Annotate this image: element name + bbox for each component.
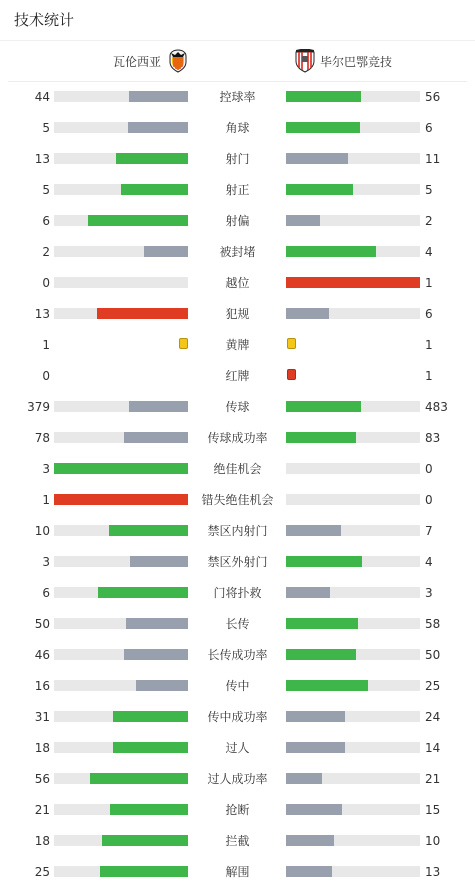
home-stat-bar-track bbox=[54, 618, 188, 629]
away-stat-value: 13 bbox=[425, 865, 441, 879]
away-stat-value: 0 bbox=[425, 462, 433, 476]
home-stat-bar bbox=[113, 711, 188, 722]
away-stat-bar-track bbox=[286, 711, 420, 722]
stat-row bbox=[0, 701, 475, 732]
away-stat-value: 58 bbox=[425, 617, 441, 631]
away-stat-bar-track bbox=[286, 463, 420, 474]
home-stat-value: 379 bbox=[27, 400, 50, 414]
away-stat-bar-track bbox=[286, 277, 420, 288]
home-stat-bar bbox=[109, 525, 188, 536]
away-stat-bar-track bbox=[286, 494, 420, 505]
stat-label: 抢断 bbox=[225, 803, 250, 817]
home-stat-bar-track bbox=[54, 432, 188, 443]
page-title: 技术统计 bbox=[0, 0, 475, 41]
away-stat-bar bbox=[286, 835, 334, 846]
away-stat-bar bbox=[286, 649, 356, 660]
away-stat-value: 15 bbox=[425, 803, 441, 817]
away-stat-bar-track bbox=[286, 556, 420, 567]
away-stat-bar-track bbox=[286, 835, 420, 846]
away-stat-value: 5 bbox=[425, 183, 433, 197]
home-stat-bar-track bbox=[54, 246, 188, 257]
home-stat-bar-track bbox=[54, 866, 188, 877]
home-stat-bar-track bbox=[54, 153, 188, 164]
stat-label: 传中成功率 bbox=[207, 710, 268, 724]
home-stat-bar-track bbox=[54, 711, 188, 722]
home-stat-value: 31 bbox=[34, 710, 50, 724]
home-stat-bar bbox=[110, 804, 188, 815]
home-stat-bar-track bbox=[54, 525, 188, 536]
home-stat-bar bbox=[126, 618, 188, 629]
home-stat-bar bbox=[124, 649, 188, 660]
stat-label: 禁区内射门 bbox=[207, 524, 268, 538]
home-stat-bar bbox=[88, 215, 189, 226]
stat-row bbox=[0, 422, 475, 453]
away-stat-bar bbox=[286, 742, 345, 753]
home-stat-bar bbox=[113, 742, 188, 753]
home-stat-bar bbox=[100, 866, 188, 877]
away-stat-bar-track bbox=[286, 215, 420, 226]
stat-row bbox=[0, 329, 475, 360]
away-stat-value: 24 bbox=[425, 710, 441, 724]
away-stat-value: 3 bbox=[425, 586, 433, 600]
away-stat-bar bbox=[286, 556, 362, 567]
away-stat-value: 50 bbox=[425, 648, 441, 662]
away-stat-value: 0 bbox=[425, 493, 433, 507]
home-stat-bar bbox=[124, 432, 188, 443]
away-stat-value: 25 bbox=[425, 679, 441, 693]
away-stat-bar-track bbox=[286, 742, 420, 753]
home-stat-bar-track bbox=[54, 494, 188, 505]
home-stat-bar bbox=[129, 401, 188, 412]
home-stat-bar bbox=[130, 556, 188, 567]
away-stat-bar-track bbox=[286, 246, 420, 257]
stat-row bbox=[0, 267, 475, 298]
away-stat-value: 1 bbox=[425, 276, 433, 290]
stat-label: 被封堵 bbox=[219, 245, 256, 259]
away-stat-bar-track bbox=[286, 401, 420, 412]
away-stat-value: 83 bbox=[425, 431, 441, 445]
home-stat-bar-track bbox=[54, 773, 188, 784]
away-stat-value: 1 bbox=[425, 369, 433, 383]
home-stat-bar-track bbox=[54, 184, 188, 195]
away-stat-bar bbox=[286, 804, 342, 815]
stat-row bbox=[0, 360, 475, 391]
away-stat-bar bbox=[286, 91, 361, 102]
home-stat-bar bbox=[129, 91, 188, 102]
away-stat-bar bbox=[286, 587, 330, 598]
away-stat-bar-track bbox=[286, 773, 420, 784]
home-stat-bar bbox=[54, 494, 188, 505]
home-stat-value: 18 bbox=[34, 834, 50, 848]
away-stat-bar-track bbox=[286, 618, 420, 629]
home-stat-bar-track bbox=[54, 401, 188, 412]
stat-label: 控球率 bbox=[219, 90, 256, 104]
home-stat-value: 0 bbox=[42, 369, 50, 383]
home-stat-bar-track bbox=[54, 91, 188, 102]
away-stat-value: 4 bbox=[425, 555, 433, 569]
home-stat-value: 6 bbox=[42, 214, 50, 228]
home-stat-bar-track bbox=[54, 742, 188, 753]
stat-label: 长传 bbox=[225, 617, 250, 631]
team-header bbox=[8, 41, 467, 82]
stat-row bbox=[0, 546, 475, 577]
home-stat-value: 1 bbox=[42, 493, 50, 507]
home-stat-bar bbox=[116, 153, 188, 164]
away-stat-bar bbox=[286, 308, 329, 319]
home-stat-value: 78 bbox=[34, 431, 50, 445]
home-stat-bar-track bbox=[54, 215, 188, 226]
stat-row bbox=[0, 794, 475, 825]
home-stat-bar-track bbox=[54, 804, 188, 815]
home-stat-value: 13 bbox=[34, 152, 50, 166]
stat-row bbox=[0, 608, 475, 639]
home-stat-bar-track bbox=[54, 463, 188, 474]
stat-label: 传球 bbox=[225, 400, 250, 414]
away-stat-value: 6 bbox=[425, 121, 433, 135]
home-stat-value: 0 bbox=[42, 276, 50, 290]
stat-label: 过人 bbox=[225, 741, 250, 755]
home-stat-bar-track bbox=[54, 277, 188, 288]
athletic-bilbao-crest-icon bbox=[294, 49, 316, 73]
stat-row bbox=[0, 484, 475, 515]
home-stat-value: 5 bbox=[42, 121, 50, 135]
stat-label: 黄牌 bbox=[225, 338, 250, 352]
stat-row bbox=[0, 856, 475, 887]
stat-row bbox=[0, 732, 475, 763]
stat-label: 越位 bbox=[225, 276, 250, 290]
home-stat-bar bbox=[128, 122, 188, 133]
home-stat-value: 5 bbox=[42, 183, 50, 197]
away-stat-bar bbox=[286, 246, 376, 257]
home-stat-value: 18 bbox=[34, 741, 50, 755]
home-stat-bar bbox=[97, 308, 188, 319]
away-stat-value: 10 bbox=[425, 834, 441, 848]
home-stat-value: 6 bbox=[42, 586, 50, 600]
away-yellow-card-icon bbox=[287, 338, 296, 349]
away-stat-bar bbox=[286, 525, 341, 536]
home-stat-value: 44 bbox=[34, 90, 50, 104]
home-yellow-card-icon bbox=[179, 338, 188, 349]
home-stat-value: 50 bbox=[34, 617, 50, 631]
away-stat-value: 14 bbox=[425, 741, 441, 755]
home-stat-bar-track bbox=[54, 649, 188, 660]
home-stat-bar-track bbox=[54, 835, 188, 846]
away-stat-bar bbox=[286, 680, 368, 691]
home-stat-value: 16 bbox=[34, 679, 50, 693]
stat-label: 绝佳机会 bbox=[213, 462, 262, 476]
away-stat-bar-track bbox=[286, 680, 420, 691]
away-stat-value: 56 bbox=[425, 90, 441, 104]
home-stat-bar bbox=[54, 463, 188, 474]
home-stat-value: 2 bbox=[42, 245, 50, 259]
home-stat-value: 25 bbox=[34, 865, 50, 879]
away-stat-bar-track bbox=[286, 432, 420, 443]
home-stat-bar bbox=[121, 184, 188, 195]
away-team[interactable] bbox=[290, 41, 392, 81]
stat-row bbox=[0, 453, 475, 484]
away-stat-value: 2 bbox=[425, 214, 433, 228]
stat-label: 角球 bbox=[225, 121, 250, 135]
away-stat-bar bbox=[286, 215, 320, 226]
stat-row bbox=[0, 763, 475, 794]
away-stat-bar bbox=[286, 773, 322, 784]
stat-row bbox=[0, 174, 475, 205]
home-team-name: 瓦伦西亚 bbox=[113, 54, 162, 69]
stat-label: 犯规 bbox=[225, 307, 250, 321]
away-stat-value: 21 bbox=[425, 772, 441, 786]
stat-row bbox=[0, 298, 475, 329]
away-stat-bar-track bbox=[286, 649, 420, 660]
home-stat-bar-track bbox=[54, 122, 188, 133]
home-stat-value: 1 bbox=[42, 338, 50, 352]
away-stat-bar-track bbox=[286, 122, 420, 133]
stat-row bbox=[0, 112, 475, 143]
away-stat-bar-track bbox=[286, 91, 420, 102]
stat-label: 射偏 bbox=[225, 214, 250, 228]
home-stat-bar-track bbox=[54, 587, 188, 598]
stat-label: 禁区外射门 bbox=[207, 555, 268, 569]
away-red-card-icon bbox=[287, 369, 296, 380]
away-stat-value: 4 bbox=[425, 245, 433, 259]
home-stat-value: 10 bbox=[34, 524, 50, 538]
away-stat-bar bbox=[286, 432, 356, 443]
stat-label: 射正 bbox=[225, 183, 250, 197]
away-stat-bar-track bbox=[286, 308, 420, 319]
stat-label: 拦截 bbox=[225, 834, 250, 848]
stat-label: 门将扑救 bbox=[213, 586, 262, 600]
home-stat-value: 56 bbox=[34, 772, 50, 786]
stat-row bbox=[0, 670, 475, 701]
away-stat-bar bbox=[286, 153, 348, 164]
away-stat-bar bbox=[286, 866, 332, 877]
stat-row bbox=[0, 577, 475, 608]
away-stat-value: 11 bbox=[425, 152, 441, 166]
valencia-bat-crest-icon bbox=[167, 49, 189, 73]
away-stat-bar-track bbox=[286, 184, 420, 195]
away-stat-value: 6 bbox=[425, 307, 433, 321]
home-stat-bar-track bbox=[54, 680, 188, 691]
stats-list bbox=[0, 81, 475, 887]
stat-row bbox=[0, 143, 475, 174]
home-stat-bar bbox=[144, 246, 188, 257]
away-stat-bar-track bbox=[286, 804, 420, 815]
home-stat-value: 3 bbox=[42, 555, 50, 569]
stat-row bbox=[0, 205, 475, 236]
stat-row bbox=[0, 236, 475, 267]
away-stat-bar-track bbox=[286, 525, 420, 536]
away-stat-bar bbox=[286, 184, 353, 195]
stat-row bbox=[0, 825, 475, 856]
stat-label: 错失绝佳机会 bbox=[201, 493, 274, 507]
stat-label: 过人成功率 bbox=[207, 772, 268, 786]
home-stat-bar-track bbox=[54, 308, 188, 319]
away-stat-value: 7 bbox=[425, 524, 433, 538]
away-stat-bar bbox=[286, 618, 358, 629]
stat-label: 射门 bbox=[225, 152, 250, 166]
stat-label: 传中 bbox=[225, 679, 250, 693]
stat-label: 长传成功率 bbox=[207, 648, 268, 662]
away-stat-value: 483 bbox=[425, 400, 448, 414]
home-stat-value: 46 bbox=[34, 648, 50, 662]
away-stat-bar bbox=[286, 401, 361, 412]
home-stat-bar bbox=[98, 587, 188, 598]
home-stat-value: 21 bbox=[34, 803, 50, 817]
away-team-name: 毕尔巴鄂竞技 bbox=[320, 54, 393, 69]
stat-row bbox=[0, 81, 475, 112]
stat-label: 传球成功率 bbox=[207, 431, 268, 445]
home-stat-bar bbox=[136, 680, 188, 691]
stat-row bbox=[0, 391, 475, 422]
home-stat-value: 13 bbox=[34, 307, 50, 321]
away-stat-bar bbox=[286, 277, 420, 288]
away-stat-bar-track bbox=[286, 153, 420, 164]
home-stat-bar bbox=[90, 773, 188, 784]
stat-label: 红牌 bbox=[225, 369, 250, 383]
away-stat-value: 1 bbox=[425, 338, 433, 352]
home-stat-bar-track bbox=[54, 556, 188, 567]
stat-label: 解围 bbox=[225, 865, 250, 879]
home-stat-value: 3 bbox=[42, 462, 50, 476]
stat-row bbox=[0, 515, 475, 546]
away-stat-bar bbox=[286, 122, 360, 133]
away-stat-bar bbox=[286, 711, 345, 722]
stat-row bbox=[0, 639, 475, 670]
home-team[interactable] bbox=[113, 41, 193, 81]
away-stat-bar-track bbox=[286, 866, 420, 877]
home-stat-bar bbox=[102, 835, 188, 846]
away-stat-bar-track bbox=[286, 587, 420, 598]
